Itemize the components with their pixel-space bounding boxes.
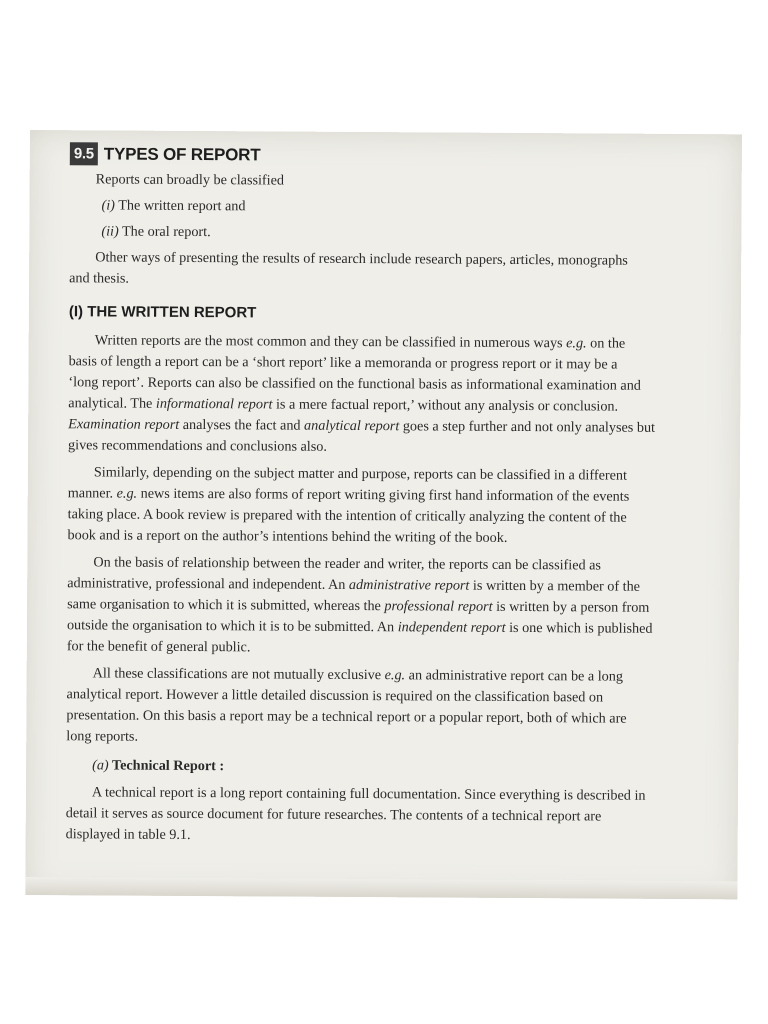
text: administrative, professional and independent. An (67, 575, 349, 593)
paragraph-line: ‘long report’. Reports can also be classified on the functional basis as informational examination and (68, 374, 641, 394)
text: analyses the fact and (179, 416, 305, 434)
subject-matter-paragraph (67, 462, 718, 550)
scanned-page (25, 130, 742, 899)
list-item-oral (69, 221, 719, 246)
paragraph-line: gives recommendations and conclusions also. (68, 437, 327, 455)
text: analytical. The (68, 395, 156, 412)
paragraph-line: Other ways of presenting the results of research include research papers, articles, monographs (95, 249, 628, 269)
paragraph-line: displayed in table 9.1. (65, 826, 191, 843)
technical-report-heading (66, 755, 716, 780)
paragraph-line: book and is a report on the author’s intentions behind the writing of the book. (67, 527, 508, 546)
intro-text: Reports can broadly be classified (95, 171, 285, 189)
section-heading (70, 142, 720, 169)
text: is written by a person from (492, 598, 650, 616)
scan-bottom-edge (25, 877, 737, 899)
text: same organisation to which it is submitted, whereas the (67, 596, 385, 615)
text: news items are also forms of report writing giving first hand information of the events (137, 485, 630, 505)
technical-report-paragraph (66, 782, 716, 849)
eg-text: e.g. (566, 335, 587, 352)
text: outside the organisation to which it is to be submitted. An (66, 617, 398, 636)
paragraph-line: presentation. On this basis a report may be a technical report or a popular report, both of which are (66, 707, 627, 727)
term-administrative-report: administrative report (348, 576, 470, 594)
paragraph-line: for the benefit of general public. (66, 638, 251, 656)
term-examination-report: Examination report (68, 416, 180, 433)
list-text: The written report and (114, 197, 246, 215)
term-informational-report: informational report (155, 395, 273, 413)
subsection-heading: (I) THE WRITTEN REPORT (68, 303, 257, 322)
list-marker: (ii) (101, 223, 119, 240)
list-marker: (i) (101, 197, 115, 214)
paragraph-line: basis of length a report can be a ‘short report’ like a memoranda or progress report or it may be a (68, 353, 618, 373)
classifications-paragraph (66, 663, 717, 751)
text: is one which is published (505, 619, 653, 637)
list-text: The oral report. (118, 223, 211, 241)
text: manner. (67, 485, 117, 502)
section-number: 9.5 (70, 142, 98, 165)
paragraph-line: long reports. (66, 728, 139, 745)
paragraph-line: On the basis of relationship between the reader and writer, the reports can be classified as (93, 554, 602, 574)
term-analytical-report: analytical report (304, 417, 400, 435)
text: an administrative report can be a long (405, 667, 624, 685)
paragraph-line: taking place. A book review is prepared with the intention of critically analyzing the content of the (67, 506, 627, 526)
text: on the (586, 335, 626, 352)
section-title: TYPES OF REPORT (103, 144, 261, 165)
relationship-paragraph (67, 552, 718, 661)
written-report-paragraph (68, 330, 719, 460)
eg-text: e.g. (384, 667, 406, 684)
text: is a mere factual report,’ without any analysis or conclusion. (272, 396, 619, 415)
paragraph-line: detail it serves as source document for future researches. The contents of a technical report are (65, 805, 602, 825)
paragraph-line: Similarly, depending on the subject matter and purpose, reports can be classified in a different (93, 464, 628, 484)
text: All these classifications are not mutually exclusive (92, 665, 385, 684)
text: Written reports are the most common and they can be classified in numerous ways (94, 332, 567, 352)
sub-title: Technical Report : (108, 757, 225, 775)
text: is written by a member of the (469, 577, 641, 595)
term-independent-report: independent report (397, 619, 506, 636)
paragraph-line: analytical report. However a little detailed discussion is required on the classification based on (66, 686, 604, 706)
page-content (66, 142, 720, 855)
eg-text: e.g. (116, 485, 138, 502)
list-item-written (69, 195, 719, 220)
other-ways-paragraph (69, 247, 719, 293)
paragraph-line: A technical report is a long report containing full documentation. Since everything is described in (91, 784, 646, 804)
text: goes a step further and not only analyses but (399, 418, 656, 436)
term-professional-report: professional report (384, 598, 493, 615)
sub-label: (a) (92, 757, 109, 774)
paragraph-line: and thesis. (69, 270, 130, 287)
